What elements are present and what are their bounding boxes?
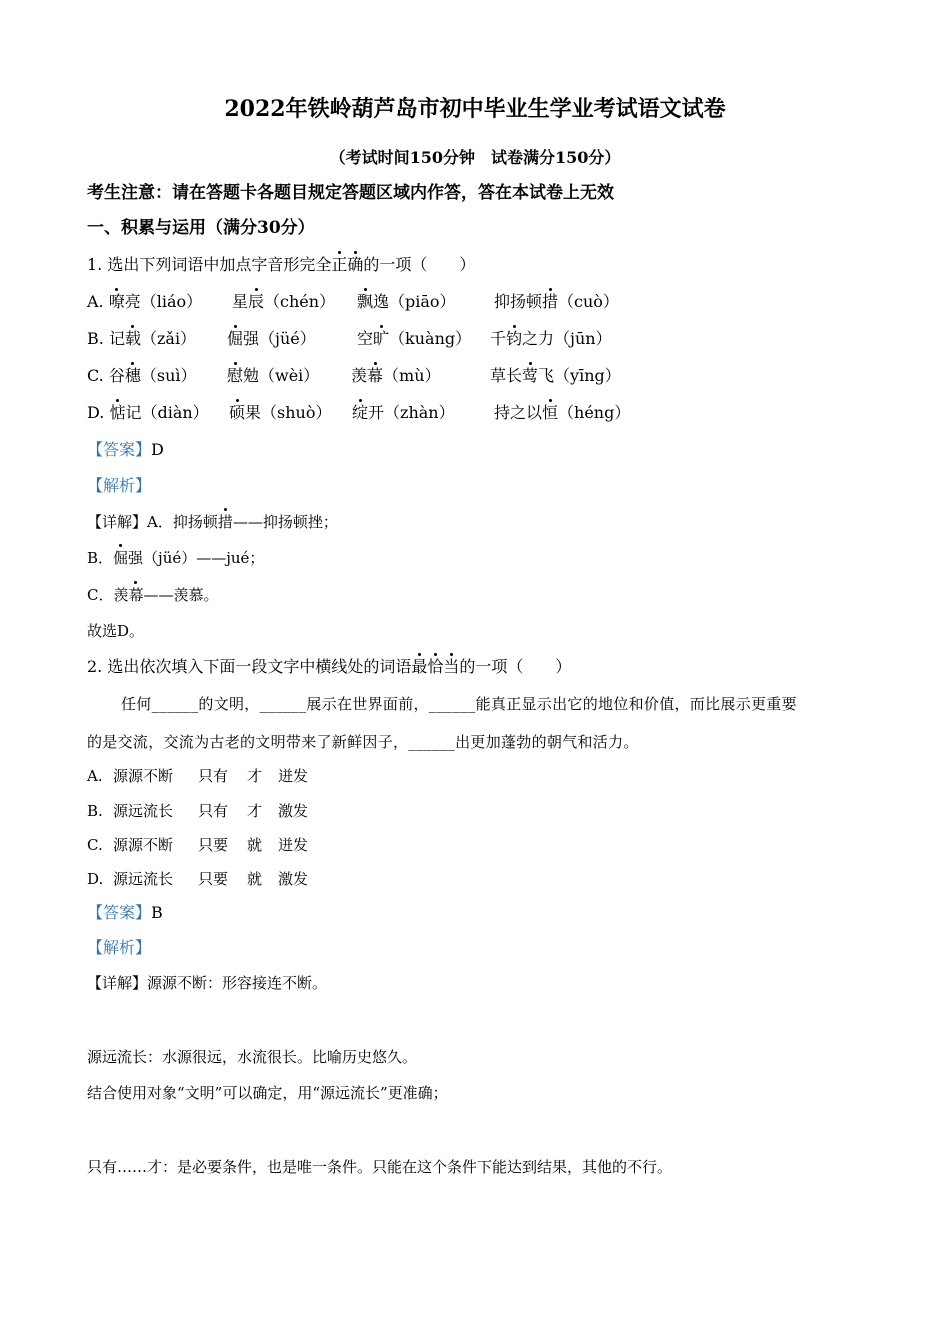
option-b-word-3: 空旷（kuàng） bbox=[357, 329, 472, 348]
analysis-tag: 【解析】 bbox=[87, 476, 152, 495]
option-row-c: C. 谷穗（suì） bbox=[87, 366, 197, 385]
option-d-word-2: 硕果（shuò） bbox=[229, 403, 332, 422]
analysis-tag: 【解析】 bbox=[87, 938, 152, 957]
answer-line bbox=[87, 440, 164, 460]
candidate-notice: 考生注意：请在答题卡各题目规定答题区域内作答，答在本试卷上无效 bbox=[87, 183, 614, 203]
option-row-b: B. 记载（zǎi） bbox=[87, 329, 197, 348]
option-d-word-4: 持之以恒（héng） bbox=[494, 403, 631, 422]
emphasis-dot-char: 确 bbox=[347, 255, 364, 274]
option-c-word-2: 慰勉（wèi） bbox=[227, 366, 320, 385]
option-c-word-3: 羡幕（mù） bbox=[351, 366, 441, 385]
option-c: C. 源源不断 只要 就 迸发 bbox=[87, 836, 309, 854]
passage-line-2: 的是交流，交流为古老的文明带来了新鲜因子，______出更加蓬勃的朝气和活力。 bbox=[87, 733, 639, 751]
detail-line-a: 【详解】A．抑扬顿措——抑扬顿挫； bbox=[87, 513, 338, 531]
option-row-d: D. 惦记（diàn） bbox=[87, 403, 209, 422]
answer-value: D bbox=[151, 440, 164, 459]
option-b: B. 源远流长 只有 才 激发 bbox=[87, 802, 309, 820]
passage-line-1: 任何______的文明，______展示在世界面前，______能真正显示出它的地位和价值，而比展示更重要 bbox=[121, 695, 797, 713]
answer-tag: 【答案】 bbox=[87, 440, 152, 459]
question-2-stem: 2. 选出依次填入下面一段文字中横线处的词语最恰当的一项（ ） bbox=[87, 657, 572, 676]
detail-line-2: 源远流长：水源很远，水流很长。比喻历史悠久。 bbox=[87, 1048, 418, 1066]
option-a: A. 源源不断 只有 才 迸发 bbox=[87, 767, 309, 785]
option-a-word-4: 抑扬顿措（cuò） bbox=[494, 292, 619, 311]
conclusion-line: 故选D。 bbox=[87, 622, 145, 640]
option-d-word-3: 绽开（zhàn） bbox=[352, 403, 455, 422]
option-c-word-4: 草长莺飞（yīng） bbox=[490, 366, 621, 385]
option-row-a: A. 嘹亮（liáo） bbox=[87, 292, 203, 311]
option-a-word-2: 星辰（chén） bbox=[232, 292, 336, 311]
option-a-word-3: 飘逸（piāo） bbox=[357, 292, 456, 311]
section-heading: 一、积累与运用（满分30分） bbox=[87, 218, 315, 238]
detail-line-b: B．倔强（jüé）——jué； bbox=[87, 549, 265, 567]
detail-line-1: 【详解】源源不断：形容接连不断。 bbox=[87, 974, 328, 992]
answer-tag: 【答案】 bbox=[87, 903, 152, 922]
answer-value: B bbox=[151, 903, 163, 922]
emphasis-dot-char: 正 bbox=[331, 255, 348, 274]
answer-line bbox=[87, 903, 163, 923]
detail-line-c: C．羡幕——羡慕。 bbox=[87, 586, 219, 604]
option-b-word-2: 倔强（jüé） bbox=[227, 329, 316, 348]
option-b-word-4: 千钧之力（jūn） bbox=[490, 329, 612, 348]
question-1-stem: 1. 选出下列词语中加点字音形完全正确的一项（ ） bbox=[87, 255, 476, 274]
page-title: 2022年铁岭葫芦岛市初中毕业生学业考试语文试卷 bbox=[224, 96, 726, 122]
detail-line-4: 只有……才：是必要条件，也是唯一条件。只能在这个条件下能达到结果，其他的不行。 bbox=[87, 1158, 673, 1176]
option-d: D. 源远流长 只要 就 激发 bbox=[87, 870, 309, 888]
detail-line-3: 结合使用对象“文明”可以确定，用“源远流长”更准确； bbox=[87, 1084, 448, 1102]
exam-subtitle: （考试时间150分钟 试卷满分150分） bbox=[329, 148, 621, 167]
